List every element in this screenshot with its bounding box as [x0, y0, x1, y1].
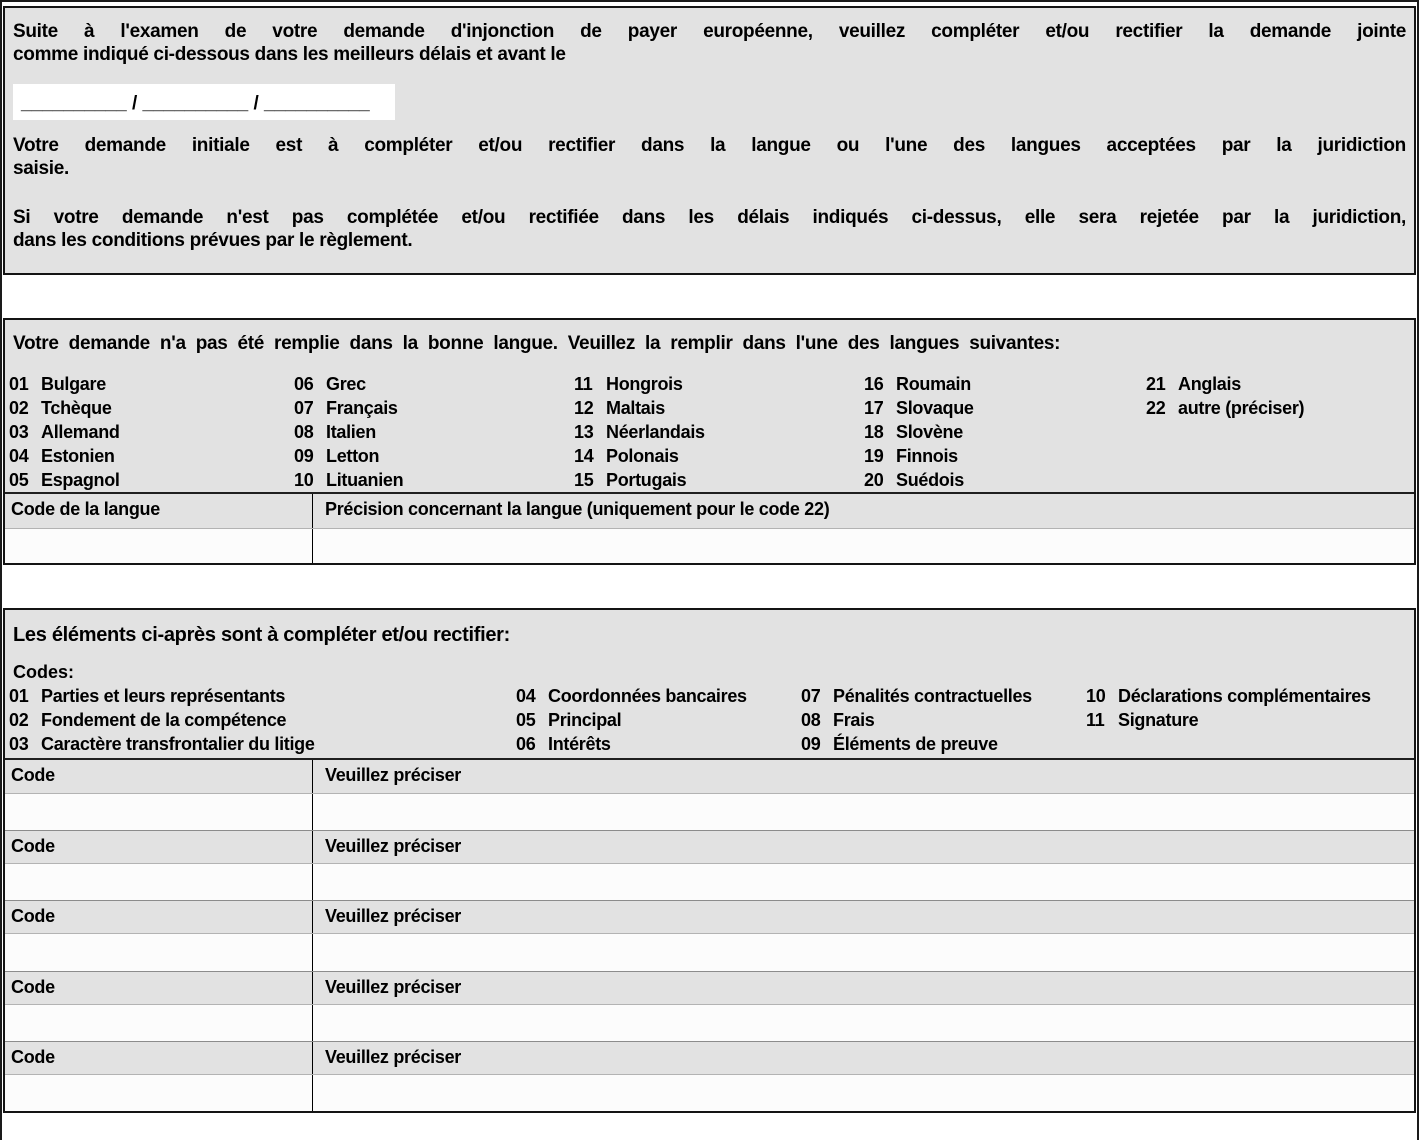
language-name: Français	[326, 398, 398, 418]
code-item	[801, 684, 1086, 708]
language-code-header: Code de la langue	[5, 494, 313, 528]
language-item	[9, 444, 294, 468]
date-blank-lines: __________ / __________ / __________	[21, 93, 370, 114]
code-name: Principal	[548, 710, 622, 730]
specify-input[interactable]	[313, 794, 1414, 830]
language-code: 21	[1146, 374, 1166, 394]
specify-input[interactable]	[313, 934, 1414, 970]
language-code: 01	[9, 374, 29, 394]
codes-column-1	[9, 684, 516, 756]
language-name: Maltais	[606, 398, 665, 418]
element-input-row	[5, 1004, 1414, 1041]
specify-column-header: Veuillez préciser	[325, 976, 461, 997]
language-name: Finnois	[896, 446, 958, 466]
language-item	[294, 396, 574, 420]
code-input[interactable]	[5, 1075, 313, 1111]
notice-box	[3, 6, 1416, 275]
language-item	[864, 420, 1146, 444]
language-code: 07	[294, 398, 314, 418]
code-number: 10	[1086, 686, 1106, 706]
language-name: Slovène	[896, 422, 963, 442]
code-number: 06	[516, 734, 536, 754]
specify-column-header: Veuillez préciser	[325, 906, 461, 927]
language-name: Suédois	[896, 470, 964, 490]
code-column-header: Code	[5, 972, 313, 1004]
codes-column-4	[1086, 684, 1414, 756]
language-column-4	[864, 372, 1146, 492]
language-name: Allemand	[41, 422, 120, 442]
language-list	[5, 356, 1414, 492]
language-code: 13	[574, 422, 594, 442]
code-number: 11	[1086, 710, 1105, 730]
language-name: Néerlandais	[606, 422, 705, 442]
language-section-title: Votre demande n'a pas été remplie dans la bonne langue. Veuillez la remplir dans l'une des langues suivantes:	[13, 333, 1061, 354]
code-number: 07	[801, 686, 821, 706]
language-item	[864, 444, 1146, 468]
language-column-1	[9, 372, 294, 492]
element-header-row	[5, 900, 1414, 933]
element-header-row	[5, 971, 1414, 1004]
language-code: 22	[1146, 398, 1166, 418]
code-name: Déclarations complémentaires	[1118, 686, 1371, 706]
language-name: Italien	[326, 422, 376, 442]
code-number: 08	[801, 710, 821, 730]
language-item	[864, 372, 1146, 396]
rejection-notice-line1: Si votre demande n'est pas complétée et/ou rectifiée dans les délais indiqués ci-dessus, elle sera rejetée par la juridiction,	[13, 207, 1406, 228]
code-item	[801, 732, 1086, 756]
language-code-table	[5, 492, 1414, 563]
code-input[interactable]	[5, 794, 313, 830]
language-code: 15	[574, 470, 594, 490]
language-column-3	[574, 372, 864, 492]
language-code: 12	[574, 398, 594, 418]
code-item	[516, 684, 801, 708]
code-name: Intérêts	[548, 734, 611, 754]
elements-section-title: Les éléments ci-après sont à compléter et/ou rectifier:	[13, 624, 511, 646]
language-name: Slovaque	[896, 398, 974, 418]
code-name: Éléments de preuve	[833, 734, 998, 754]
language-item	[574, 372, 864, 396]
language-name: Anglais	[1178, 374, 1241, 394]
language-code: 05	[9, 470, 29, 490]
language-code: 04	[9, 446, 29, 466]
language-name: Estonien	[41, 446, 115, 466]
language-notice-line2: saisie.	[13, 158, 70, 179]
language-name: Bulgare	[41, 374, 106, 394]
language-item	[9, 396, 294, 420]
language-code: 08	[294, 422, 314, 442]
code-number: 05	[516, 710, 536, 730]
language-code: 09	[294, 446, 314, 466]
language-code: 19	[864, 446, 884, 466]
language-precision-header: Précision concernant la langue (uniquement pour le code 22)	[325, 499, 830, 519]
language-name: autre (préciser)	[1178, 398, 1305, 418]
element-entry-2	[5, 830, 1414, 900]
element-input-row	[5, 793, 1414, 830]
code-number: 03	[9, 734, 29, 754]
specify-column-header: Veuillez préciser	[325, 765, 461, 785]
codes-label: Codes:	[13, 662, 75, 682]
language-name: Grec	[326, 374, 366, 394]
language-column-5	[1146, 372, 1414, 492]
deadline-date-field[interactable]	[13, 84, 395, 120]
language-code: 20	[864, 470, 884, 490]
element-entry-4	[5, 971, 1414, 1041]
code-number: 09	[801, 734, 821, 754]
code-item	[516, 708, 801, 732]
language-name: Tchèque	[41, 398, 112, 418]
language-code: 11	[574, 374, 593, 394]
language-code: 16	[864, 374, 884, 394]
specify-input[interactable]	[313, 864, 1414, 900]
language-name: Portugais	[606, 470, 687, 490]
code-item	[801, 708, 1086, 732]
element-header-row	[5, 830, 1414, 863]
language-item	[1146, 396, 1414, 420]
elements-section	[3, 608, 1416, 1113]
code-name: Frais	[833, 710, 875, 730]
element-header-row	[5, 1041, 1414, 1074]
notice-paragraph-line1: Suite à l'examen de votre demande d'injonction de payer européenne, veuillez compléter et/ou rectifier la demande jointe	[13, 21, 1406, 42]
language-name: Espagnol	[41, 470, 120, 490]
language-item	[9, 468, 294, 492]
code-item	[9, 684, 516, 708]
codes-list	[5, 684, 1414, 756]
language-code-input[interactable]	[5, 529, 313, 563]
code-column-header: Code	[5, 831, 313, 863]
code-input[interactable]	[5, 864, 313, 900]
language-code: 14	[574, 446, 594, 466]
codes-column-2	[516, 684, 801, 756]
element-entry-3	[5, 900, 1414, 970]
language-code-header-row	[5, 494, 1414, 528]
code-number: 04	[516, 686, 536, 706]
language-name: Roumain	[896, 374, 971, 394]
language-column-2	[294, 372, 574, 492]
code-name: Pénalités contractuelles	[833, 686, 1032, 706]
element-input-row	[5, 863, 1414, 900]
language-item	[1146, 372, 1414, 396]
language-item	[294, 420, 574, 444]
code-name: Caractère transfrontalier du litige	[41, 734, 315, 754]
language-code-input-row	[5, 528, 1414, 563]
language-notice-line1: Votre demande initiale est à compléter et/ou rectifier dans la langue ou l'une des langues acceptées par la juridiction	[13, 135, 1406, 156]
code-input[interactable]	[5, 1005, 313, 1041]
language-item	[574, 444, 864, 468]
language-item	[574, 396, 864, 420]
specify-input[interactable]	[313, 1005, 1414, 1041]
element-input-row	[5, 933, 1414, 970]
code-item	[516, 732, 801, 756]
code-item	[9, 732, 516, 756]
language-code: 18	[864, 422, 884, 442]
code-item	[9, 708, 516, 732]
notice-paragraph-line2: comme indiqué ci-dessous dans les meilleurs délais et avant le	[13, 44, 566, 65]
elements-table	[5, 758, 1414, 1111]
language-item	[574, 468, 864, 492]
code-input[interactable]	[5, 934, 313, 970]
language-section	[3, 318, 1416, 565]
language-precision-input[interactable]	[313, 529, 1414, 563]
language-item	[294, 444, 574, 468]
code-name: Parties et leurs représentants	[41, 686, 286, 706]
language-name: Polonais	[606, 446, 679, 466]
code-name: Coordonnées bancaires	[548, 686, 747, 706]
language-item	[574, 420, 864, 444]
language-item	[864, 468, 1146, 492]
language-name: Letton	[326, 446, 380, 466]
language-code: 02	[9, 398, 29, 418]
element-input-row	[5, 1074, 1414, 1111]
language-item	[294, 468, 574, 492]
language-name: Lituanien	[326, 470, 404, 490]
rejection-notice-line2: dans les conditions prévues par le règlement.	[13, 230, 413, 251]
specify-column-header: Veuillez préciser	[325, 836, 461, 857]
language-code: 06	[294, 374, 314, 394]
element-header-row	[5, 760, 1414, 793]
language-name: Hongrois	[606, 374, 683, 394]
code-item	[1086, 708, 1414, 732]
language-code: 03	[9, 422, 29, 442]
element-entry-5	[5, 1041, 1414, 1111]
language-code: 10	[294, 470, 314, 490]
code-number: 01	[9, 686, 29, 706]
code-column-header: Code	[5, 760, 313, 793]
code-column-header: Code	[5, 1042, 313, 1074]
language-item	[9, 372, 294, 396]
element-entry-1	[5, 760, 1414, 830]
code-name: Fondement de la compétence	[41, 710, 287, 730]
language-item	[294, 372, 574, 396]
language-code: 17	[864, 398, 884, 418]
language-item	[864, 396, 1146, 420]
specify-column-header: Veuillez préciser	[325, 1046, 461, 1067]
specify-input[interactable]	[313, 1075, 1414, 1111]
code-number: 02	[9, 710, 29, 730]
code-column-header: Code	[5, 901, 313, 933]
language-item	[9, 420, 294, 444]
code-name: Signature	[1118, 710, 1199, 730]
codes-column-3	[801, 684, 1086, 756]
code-item	[1086, 684, 1414, 708]
